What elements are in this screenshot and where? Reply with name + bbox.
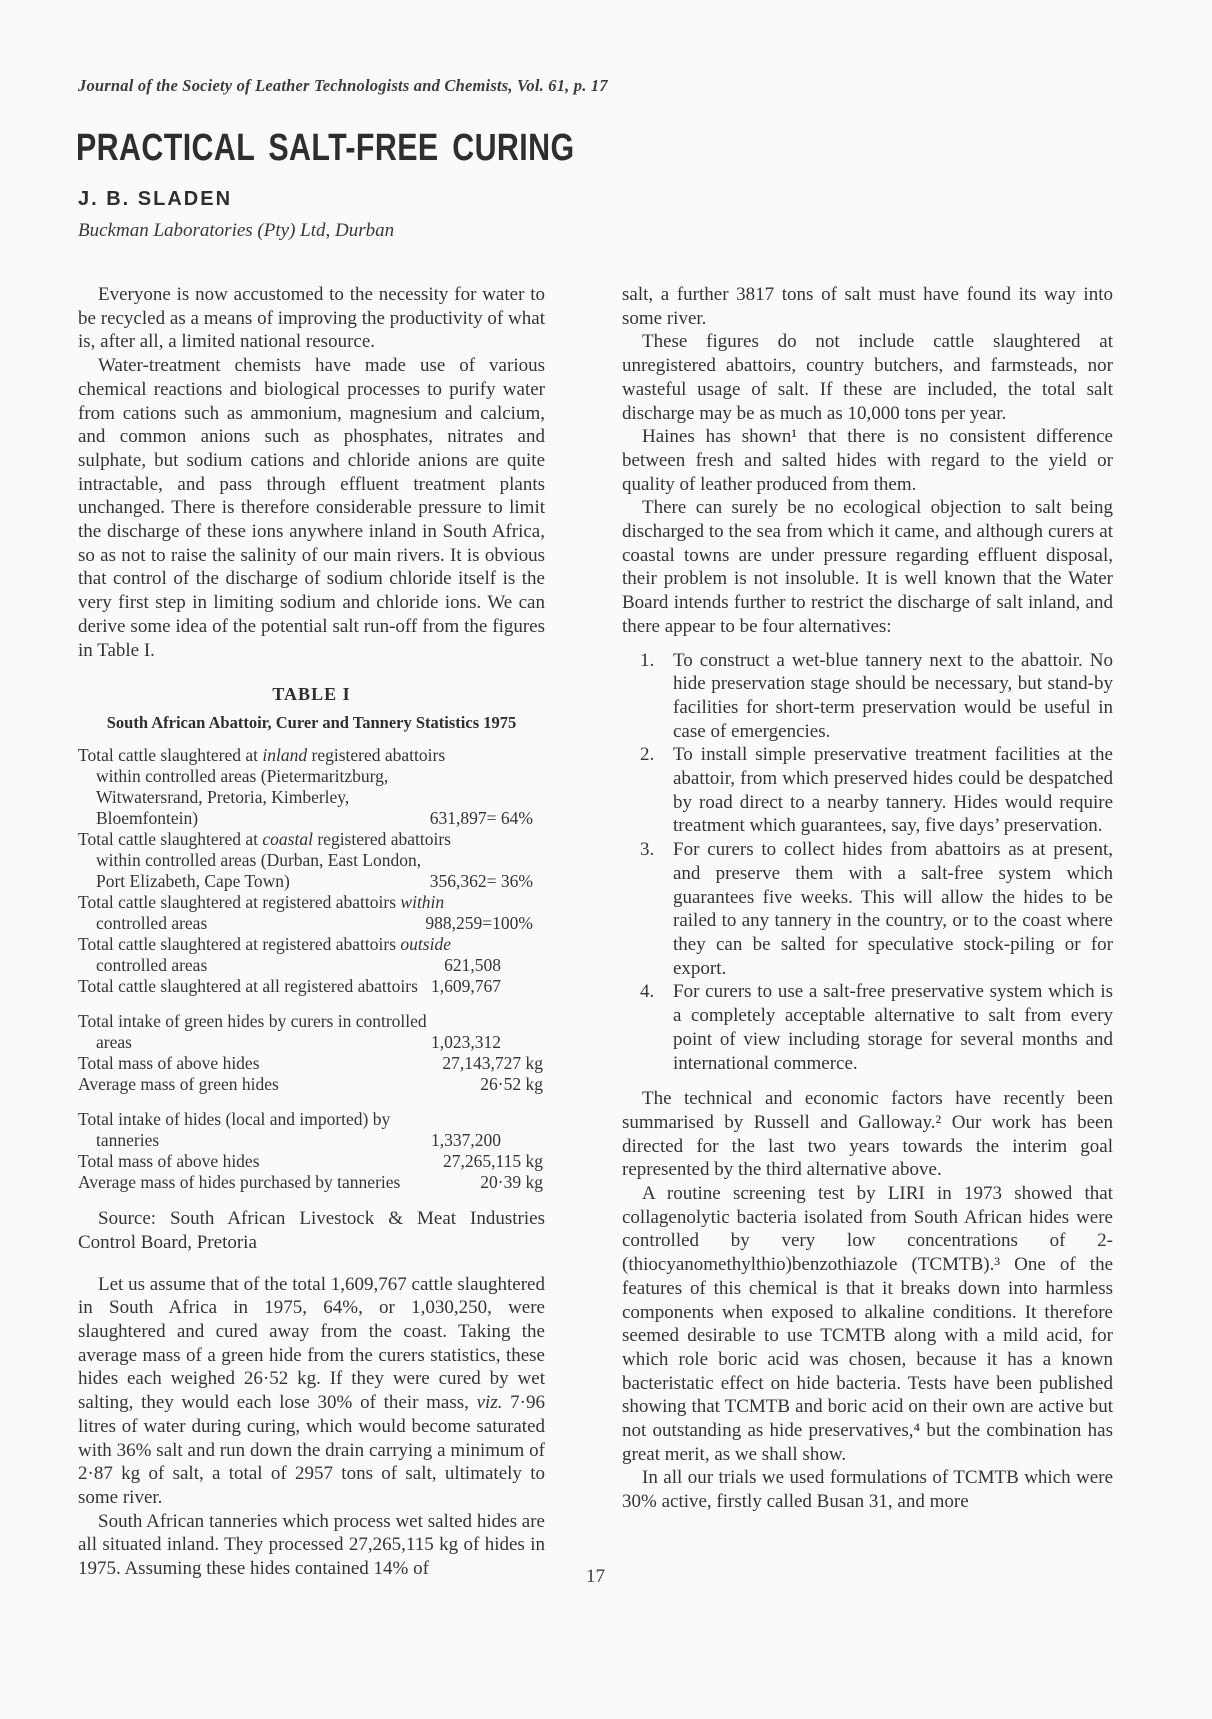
right-column: [622, 283, 1113, 1514]
author-name: J. B. SLADEN: [78, 188, 233, 210]
left-column-intro: [78, 283, 545, 662]
list-item-number: 1.: [640, 649, 655, 671]
table-body: [78, 745, 545, 1193]
text-segment: Total cattle slaughtered at all registered abattoirs: [78, 976, 418, 997]
table-group: [78, 1109, 545, 1193]
italic-text: outside: [400, 934, 451, 955]
paragraph: [78, 354, 545, 662]
list-item-text: [673, 743, 1113, 838]
table-row: [78, 976, 545, 997]
journal-citation: Journal of the Society of Leather Technologists and Chemists, Vol. 61, p. 17: [78, 76, 608, 95]
table-row-value: 1,609,767: [431, 976, 501, 997]
text-segment: 7·96 litres of water during curing, which would become saturated with 36% salt and run down the drain carrying a minimum of 2·87 kg of salt, a total of 2957 tons of salt, ultimately to some river.: [78, 1392, 546, 1508]
table-row-value: 1,337,200: [431, 1130, 501, 1151]
text-segment: Total intake of hides (local and imported) by tanneries: [78, 1109, 391, 1151]
paragraph: [622, 496, 1113, 638]
table-row: [78, 745, 545, 829]
text-segment: registered abattoirs within controlled areas (Pietermaritzburg, Witwatersrand, Pretoria, Kimberley, Bloemfontein): [96, 745, 446, 829]
text-segment: Haines has shown¹ that there is no consistent difference between fresh and salted hides with regard to the yield or quality of leather produced from them.: [622, 426, 1113, 495]
text-segment: Let us assume that of the total 1,609,767 cattle slaughtered in South Africa in 1975, 64%, or 1,030,250, were slaughtered and cured away from the coast. Taking the average mass of a green hide from the curers statistics, these hides each weighed 26·52 kg. If they were cured by wet salting, they would each lose 30% of their mass,: [78, 1273, 545, 1414]
table-row-label: [78, 1074, 454, 1095]
table-row-label: [78, 892, 454, 934]
right-column-text-continued: [622, 1087, 1113, 1514]
text-segment: Total intake of green hides by curers in controlled areas: [78, 1011, 427, 1053]
table-row-label: [78, 1011, 454, 1053]
table-row-value: 26·52 kg: [480, 1074, 543, 1095]
text-segment: Total cattle slaughtered at: [78, 829, 263, 850]
table-row-label: [78, 1151, 454, 1172]
alternatives-list: [622, 649, 1113, 1076]
table-row: [78, 1109, 545, 1151]
text-segment: salt, a further 3817 tons of salt must have found its way into some river.: [622, 284, 1113, 329]
text-segment: Average mass of hides purchased by tanneries: [78, 1172, 401, 1193]
table-title: TABLE I: [272, 684, 351, 705]
table-row-label: [78, 829, 454, 892]
table-row: [78, 892, 545, 934]
table-row: [78, 1074, 545, 1095]
left-column-continued: [78, 1273, 545, 1581]
text-segment: To construct a wet-blue tannery next to the abattoir. No hide preservation stage should be necessary, but stand-by facilities for short-term preservation would be useful in case of emergencies.: [673, 649, 1113, 742]
left-column: [78, 283, 545, 1581]
paragraph: [622, 425, 1113, 496]
text-segment: For curers to collect hides from abattoirs as at present, and preserve them with a salt-free system which guarantees five weeks. This will allow the hides to be railed to any tannery in the country, or to the coast where they can be salted for speculative stock-piling or for export.: [673, 839, 1113, 979]
list-item-number: 3.: [640, 839, 655, 861]
table-row: [78, 934, 545, 976]
table-group: [78, 745, 545, 997]
paragraph: [78, 283, 545, 354]
table-row-label: [78, 976, 454, 997]
italic-text: viz.: [476, 1392, 503, 1414]
table-row-value: 27,265,115 kg: [443, 1151, 543, 1172]
table-row: [78, 829, 545, 892]
text-segment: Average mass of green hides: [78, 1074, 279, 1095]
list-item-text: [673, 649, 1113, 744]
table-row-value: 988,259=100%: [425, 913, 533, 934]
text-segment: controlled areas: [96, 913, 208, 934]
text-segment: Total cattle slaughtered at: [78, 745, 263, 766]
italic-text: within: [400, 892, 445, 913]
table-row-value: 27,143,727 kg: [442, 1053, 543, 1074]
text-segment: These figures do not include cattle slaughtered at unregistered abattoirs, country butchers, and farmsteads, nor wasteful usage of salt. If these are included, the total salt discharge may be as much as 10,000 tons per year.: [622, 331, 1113, 424]
table-row-label: [78, 1172, 454, 1193]
list-item-number: 4.: [640, 981, 655, 1003]
text-segment: Source: South African Livestock & Meat Industries Control Board, Pretoria: [78, 1208, 545, 1253]
list-item-text: [673, 980, 1113, 1075]
table-row-label: [78, 934, 454, 976]
table-row-value: 1,023,312: [431, 1032, 501, 1053]
text-segment: The technical and economic factors have recently been summarised by Russell and Galloway.² Our work has been directed for the last two years towards the interim goal represented by the third alternative above.: [622, 1088, 1113, 1181]
italic-text: inland: [262, 745, 308, 766]
table-row-label: [78, 745, 454, 829]
paragraph: [622, 1466, 1113, 1513]
text-segment: controlled areas: [96, 955, 208, 976]
text-segment: For curers to use a salt-free preservative system which is a completely acceptable alternative to salt from every point of view including storage for several months and international commerce.: [673, 981, 1113, 1074]
text-segment: registered abattoirs within controlled areas (Durban, East London, Port Elizabeth, Cape Town): [96, 829, 451, 892]
list-item: [622, 649, 1113, 744]
table-row: [78, 1053, 545, 1074]
author-affiliation: Buckman Laboratories (Pty) Ltd, Durban: [78, 220, 395, 241]
list-item: [622, 838, 1113, 980]
text-segment: South African tanneries which process wet salted hides are all situated inland. They processed 27,265,115 kg of hides in 1975. Assuming these hides contained 14% of: [78, 1510, 545, 1580]
table-source: [78, 1207, 545, 1254]
text-segment: There can surely be no ecological objection to salt being discharged to the sea from which it came, and although curers at coastal towns are under pressure regarding effluent disposal, their problem is not insoluble. It is well known that the Water Board intends further to restrict the discharge of salt inland, and there appear to be four alternatives:: [622, 497, 1113, 637]
table-row-value: 631,897= 64%: [429, 808, 533, 829]
paragraph: [622, 330, 1113, 425]
text-segment: Everyone is now accustomed to the necessity for water to be recycled as a means of improving the productivity of what is, after all, a limited national resource.: [78, 284, 545, 353]
text-segment: Total cattle slaughtered at registered abattoirs: [78, 934, 401, 955]
paragraph: [622, 283, 1113, 330]
table-row-value: 621,508: [444, 955, 501, 976]
table-row-label: [78, 1109, 454, 1151]
table-group: [78, 1011, 545, 1095]
table-row: [78, 1011, 545, 1053]
list-item: [622, 980, 1113, 1075]
paragraph: [622, 1087, 1113, 1182]
list-item: [622, 743, 1113, 838]
text-segment: Water-treatment chemists have made use of various chemical reactions and biological processes to purify water from cations such as ammonium, magnesium and calcium, and common anions such as phosphates, nitrates and sulphate, but sodium cations and chloride anions are quite intractable, and pass through effluent treatment plants unchanged. There is therefore considerable pressure to limit the discharge of these ions anywhere inland in South Africa, so as not to raise the salinity of our main rivers. It is obvious that control of the discharge of sodium chloride itself is the very first step in limiting sodium and chloride ions. We can derive some idea of the potential salt run-off from the figures in Table I.: [78, 355, 545, 661]
text-segment: In all our trials we used formulations of TCMTB which were 30% active, firstly called Busan 31, and more: [622, 1467, 1113, 1513]
text-segment: Total mass of above hides: [78, 1053, 260, 1074]
paragraph: [622, 1182, 1113, 1466]
paragraph: [78, 1207, 545, 1254]
table-row-value: 20·39 kg: [480, 1172, 543, 1193]
table-row-value: 356,362= 36%: [429, 871, 533, 892]
list-item-text: [673, 838, 1113, 980]
paragraph: [78, 1273, 545, 1510]
page-number: 17: [586, 1566, 605, 1587]
text-segment: Total cattle slaughtered at registered abattoirs: [78, 892, 401, 913]
list-item-number: 2.: [640, 744, 655, 766]
table-row: [78, 1151, 545, 1172]
table-subtitle: South African Abattoir, Curer and Tannery Statistics 1975: [106, 713, 517, 733]
text-segment: To install simple preservative treatment facilities at the abattoir, from which preserved hides could be despatched by road direct to a nearby tannery. Hides would require treatment which guarantees, say, five days’ preservation.: [673, 744, 1113, 837]
article-title: PRACTICAL SALT-FREE CURING: [76, 127, 575, 169]
text-segment: A routine screening test by LIRI in 1973 showed that collagenolytic bacteria isolated from South African hides were controlled by very low concentrations of 2-(thiocyanomethylthio)benzothiazole (TCMTB).³ One of the features of this chemical is that it breaks down into harmless components when exposed to alkaline conditions. It therefore seemed desirable to use TCMTB along with a mild acid, for which role boric acid was chosen, because it has a known bacteristatic effect on hide bacteria. Tests have been published showing that TCMTB and boric acid on their own are active but not outstanding as hide preservatives,⁴ but the combination has great merit, as we shall show.: [622, 1183, 1113, 1465]
table-row-label: [78, 1053, 454, 1074]
right-column-text: [622, 283, 1113, 639]
table-row: [78, 1172, 545, 1193]
table-1: [78, 684, 545, 1254]
italic-text: coastal: [262, 829, 313, 850]
text-segment: Total mass of above hides: [78, 1151, 260, 1172]
